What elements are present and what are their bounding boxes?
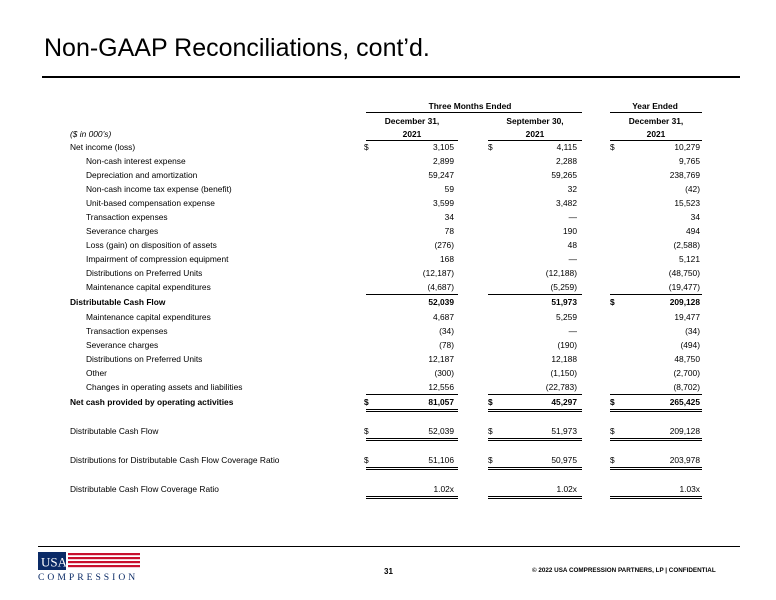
cell-sep-2021: 45,297 — [551, 397, 577, 407]
dollar-sign: $ — [364, 426, 369, 436]
cell-sep-2021: 59,265 — [551, 170, 577, 180]
cell-dec-2021: (78) — [439, 340, 454, 350]
cell-year-2021: 19,477 — [674, 312, 700, 322]
header-col1-line2: 2021 — [402, 129, 422, 139]
cell-year-2021: 1.03x — [679, 484, 700, 494]
dollar-sign: $ — [364, 142, 369, 152]
cell-year-2021: 203,978 — [669, 455, 700, 465]
cell-year-2021: 34 — [690, 212, 700, 222]
cell-sep-2021: 2,288 — [556, 156, 577, 166]
cell-dec-2021: 1.02x — [433, 484, 454, 494]
cell-year-2021: 238,769 — [669, 170, 700, 180]
cell-dec-2021: (4,687) — [427, 282, 454, 292]
header-col2-line1: September 30, — [506, 116, 564, 126]
cell-year-2021: 48,750 — [674, 354, 700, 364]
row-label: Net income (loss) — [70, 142, 136, 152]
dollar-sign: $ — [364, 455, 369, 465]
page-title: Non-GAAP Reconciliations, cont’d. — [44, 34, 430, 62]
double-underline — [366, 496, 458, 499]
row-label: Loss (gain) on disposition of assets — [86, 240, 217, 250]
cell-year-2021: (2,588) — [673, 240, 700, 250]
cell-sep-2021: 48 — [567, 240, 577, 250]
row-label: Changes in operating assets and liabilities — [86, 382, 243, 392]
cell-sep-2021: (12,188) — [545, 268, 577, 278]
subtotal-rule — [366, 294, 458, 295]
cell-year-2021: 265,425 — [669, 397, 700, 407]
row-label: Unit-based compensation expense — [86, 198, 215, 208]
cell-year-2021: (2,700) — [673, 368, 700, 378]
cell-year-2021: 9,765 — [679, 156, 700, 166]
row-label: Transaction expenses — [86, 212, 168, 222]
cell-sep-2021: (1,150) — [550, 368, 577, 378]
cell-dec-2021: (300) — [434, 368, 454, 378]
header-col3-rule — [610, 140, 702, 141]
row-label-subtotal: Distributable Cash Flow — [70, 297, 166, 307]
row-label: Severance charges — [86, 226, 159, 236]
header-col1-rule — [366, 140, 458, 141]
row-label: Distributions on Preferred Units — [86, 268, 203, 278]
cell-dec-2021: 52,039 — [428, 297, 454, 307]
cell-dec-2021: 78 — [444, 226, 454, 236]
cell-year-2021: 10,279 — [674, 142, 700, 152]
cell-sep-2021: 1.02x — [556, 484, 577, 494]
subtotal-rule — [610, 294, 702, 295]
double-underline — [610, 409, 702, 412]
cell-sep-2021: — — [568, 212, 577, 222]
double-underline — [488, 409, 582, 412]
dollar-sign: $ — [488, 142, 493, 152]
units-label: ($ in 000’s) — [70, 129, 112, 139]
row-label: Transaction expenses — [86, 326, 168, 336]
header-year-ended-rule — [610, 112, 702, 113]
total-rule — [610, 394, 702, 395]
cell-sep-2021: 51,973 — [551, 297, 577, 307]
cell-sep-2021: 3,482 — [556, 198, 577, 208]
cell-dec-2021: 2,899 — [433, 156, 454, 166]
cell-year-2021: 209,128 — [669, 426, 700, 436]
row-label: Maintenance capital expenditures — [86, 312, 211, 322]
footer-divider — [38, 546, 740, 547]
summary-label: Distributable Cash Flow — [70, 426, 159, 436]
cell-year-2021: (8,702) — [673, 382, 700, 392]
cell-year-2021: 5,121 — [679, 254, 700, 264]
double-underline — [488, 438, 582, 441]
dollar-sign: $ — [610, 397, 615, 407]
cell-sep-2021: 12,188 — [551, 354, 577, 364]
dollar-sign: $ — [610, 142, 615, 152]
copyright-notice: © 2022 USA COMPRESSION PARTNERS, LP | CONFIDENTIAL — [532, 567, 716, 574]
summary-label: Distributions for Distributable Cash Flow Coverage Ratio — [70, 455, 280, 465]
cell-dec-2021: 34 — [444, 212, 454, 222]
header-three-months: Three Months Ended — [428, 101, 512, 111]
dollar-sign: $ — [488, 397, 493, 407]
total-rule — [488, 394, 582, 395]
row-label: Other — [86, 368, 107, 378]
cell-sep-2021: 190 — [563, 226, 577, 236]
double-underline — [366, 409, 458, 412]
row-label: Distributions on Preferred Units — [86, 354, 203, 364]
summary-label: Distributable Cash Flow Coverage Ratio — [70, 484, 219, 494]
cell-year-2021: (494) — [680, 340, 700, 350]
dollar-sign: $ — [488, 455, 493, 465]
header-col2-line2: 2021 — [525, 129, 545, 139]
dollar-sign: $ — [610, 426, 615, 436]
cell-sep-2021: 4,115 — [556, 142, 577, 152]
cell-year-2021: (42) — [685, 184, 700, 194]
logo-compression-text: COMPRESSION — [38, 572, 139, 583]
cell-sep-2021: 51,973 — [551, 426, 577, 436]
cell-dec-2021: (276) — [434, 240, 454, 250]
cell-dec-2021: 3,599 — [433, 198, 454, 208]
cell-year-2021: 15,523 — [674, 198, 700, 208]
cell-sep-2021: — — [568, 326, 577, 336]
cell-sep-2021: (5,259) — [550, 282, 577, 292]
header-col1-line1: December 31, — [384, 116, 440, 126]
double-underline — [488, 467, 582, 470]
cell-sep-2021: — — [568, 254, 577, 264]
dollar-sign: $ — [488, 426, 493, 436]
title-divider — [42, 76, 740, 78]
header-three-months-rule — [366, 112, 582, 113]
double-underline — [610, 496, 702, 499]
cell-dec-2021: 59 — [444, 184, 454, 194]
row-label: Maintenance capital expenditures — [86, 282, 211, 292]
cell-sep-2021: 32 — [567, 184, 577, 194]
row-label: Depreciation and amortization — [86, 170, 198, 180]
cell-year-2021: (19,477) — [668, 282, 700, 292]
row-label: Non-cash income tax expense (benefit) — [86, 184, 232, 194]
dollar-sign: $ — [610, 455, 615, 465]
cell-dec-2021: 168 — [440, 254, 454, 264]
header-col2-rule — [488, 140, 582, 141]
row-label: Severance charges — [86, 340, 159, 350]
row-label: Impairment of compression equipment — [86, 254, 229, 264]
cell-sep-2021: 50,975 — [551, 455, 577, 465]
subtotal-rule — [488, 294, 582, 295]
cell-year-2021: 494 — [686, 226, 700, 236]
header-col3-line2: 2021 — [646, 129, 666, 139]
dollar-sign: $ — [364, 397, 369, 407]
double-underline — [610, 438, 702, 441]
cell-year-2021: 209,128 — [669, 297, 700, 307]
header-col3-line1: December 31, — [628, 116, 684, 126]
cell-dec-2021: 4,687 — [433, 312, 454, 322]
double-underline — [366, 438, 458, 441]
cell-dec-2021: 52,039 — [428, 426, 454, 436]
cell-year-2021: (34) — [685, 326, 700, 336]
cell-year-2021: (48,750) — [668, 268, 700, 278]
cell-dec-2021: 3,105 — [433, 142, 454, 152]
cell-dec-2021: (12,187) — [422, 268, 454, 278]
row-label: Non-cash interest expense — [86, 156, 186, 166]
row-label-total: Net cash provided by operating activities — [70, 397, 234, 407]
cell-dec-2021: 12,187 — [428, 354, 454, 364]
dollar-sign: $ — [610, 297, 615, 307]
logo-usa-text: USA — [41, 554, 68, 570]
cell-dec-2021: 51,106 — [428, 455, 454, 465]
cell-sep-2021: (190) — [557, 340, 577, 350]
header-year-ended: Year Ended — [632, 101, 678, 111]
cell-dec-2021: 59,247 — [428, 170, 454, 180]
cell-sep-2021: (22,783) — [545, 382, 577, 392]
double-underline — [366, 467, 458, 470]
double-underline — [610, 467, 702, 470]
cell-sep-2021: 5,259 — [556, 312, 577, 322]
cell-dec-2021: 12,556 — [428, 382, 454, 392]
page-number: 31 — [384, 567, 393, 576]
cell-dec-2021: 81,057 — [428, 397, 454, 407]
total-rule — [366, 394, 458, 395]
cell-dec-2021: (34) — [439, 326, 454, 336]
double-underline — [488, 496, 582, 499]
